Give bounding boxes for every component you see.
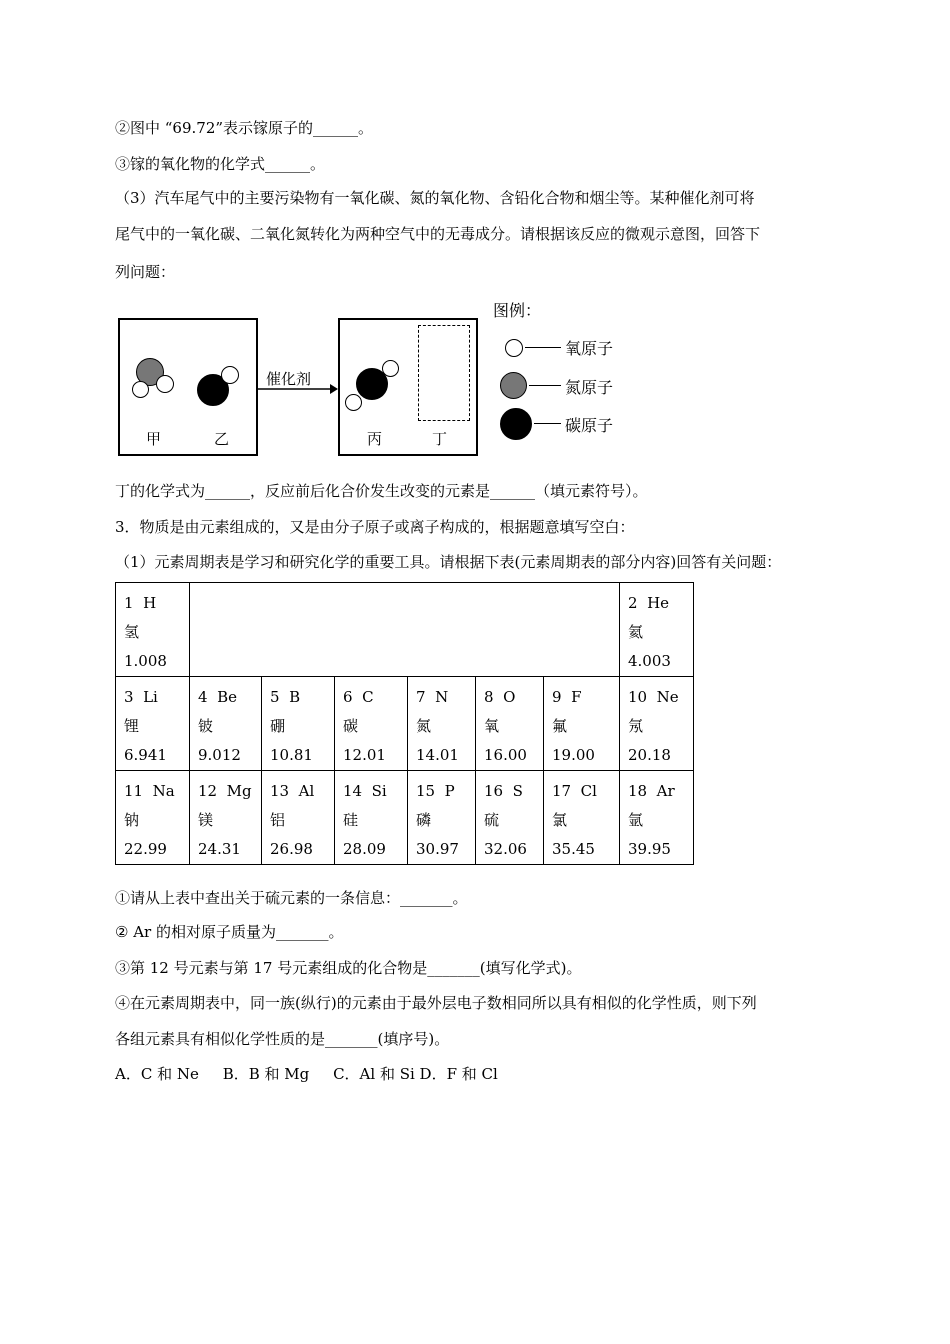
blank-region — [190, 583, 620, 677]
element-name: 硫 — [484, 811, 500, 829]
paragraph-line-2: 尾气中的一氧化碳、二氧化氮转化为两种空气中的无毒成分。请根据该反应的微观示意图，回答下 — [115, 225, 761, 243]
atomic-number: 18 — [628, 782, 648, 800]
legend-nitrogen: 氮原子 — [565, 378, 614, 397]
question-ding-formula: 丁的化学式为______，反应前后化合价发生改变的元素是______（填元素符号）。 — [115, 482, 648, 500]
element-symbol: S — [512, 782, 523, 800]
atomic-mass: 28.09 — [343, 840, 386, 858]
element-cell — [476, 771, 544, 865]
legend-title: 图例： — [493, 301, 542, 320]
atomic-mass: 35.45 — [552, 840, 595, 858]
element-cell — [190, 677, 262, 771]
question-3-1-intro: （1）元素周期表是学习和研究化学的重要工具。请根据下表(元素周期表的部分内容)回答有关问题： — [115, 553, 782, 571]
element-name: 硼 — [270, 717, 286, 735]
atomic-number: 1 — [124, 594, 134, 612]
question-argon-mass: ② Ar 的相对原子质量为_______。 — [115, 923, 344, 941]
oxygen-atom — [382, 360, 399, 377]
atomic-mass: 20.18 — [628, 746, 671, 764]
oxygen-atom — [132, 381, 149, 398]
atomic-number: 12 — [198, 782, 218, 800]
legend-line — [534, 423, 561, 424]
question-gallium-mass: ②图中 “69.72”表示镓原子的______。 — [115, 119, 374, 137]
atomic-number: 10 — [628, 688, 648, 706]
element-name: 氧 — [484, 717, 500, 735]
label-jia: 甲 — [146, 430, 162, 448]
question-sulfur-info: ①请从上表中查出关于硫元素的一条信息：_______。 — [115, 889, 468, 907]
element-name: 锂 — [124, 717, 140, 735]
element-name: 碳 — [343, 717, 359, 735]
element-name: 氩 — [628, 811, 644, 829]
element-symbol: Ar — [656, 782, 675, 800]
catalyst-label: 催化剂 — [266, 370, 312, 388]
label-yi: 乙 — [214, 430, 230, 448]
element-name: 氟 — [552, 717, 568, 735]
atomic-mass: 16.00 — [484, 746, 527, 764]
element-cell — [116, 583, 190, 677]
element-name: 氯 — [552, 811, 568, 829]
element-name: 铍 — [198, 717, 214, 735]
element-cell — [544, 677, 620, 771]
element-name: 氖 — [628, 717, 644, 735]
atomic-number: 5 — [270, 688, 280, 706]
oxygen-legend-icon — [505, 339, 523, 357]
element-cell — [262, 677, 335, 771]
element-name: 铝 — [270, 811, 286, 829]
atomic-number: 4 — [198, 688, 208, 706]
atomic-mass: 4.003 — [628, 652, 671, 670]
element-name: 氢 — [124, 623, 140, 641]
element-symbol: Na — [152, 782, 175, 800]
paragraph-line-1: （3）汽车尾气中的主要污染物有一氧化碳、氮的氧化物、含铅化合物和烟尘等。某种催化剂可将 — [115, 189, 755, 207]
element-cell — [544, 771, 620, 865]
element-symbol: P — [444, 782, 455, 800]
carbon-legend-icon — [500, 408, 532, 440]
atomic-number: 14 — [343, 782, 363, 800]
element-symbol: He — [647, 594, 670, 612]
legend-line — [525, 347, 561, 348]
element-cell — [620, 771, 694, 865]
legend-carbon: 碳原子 — [565, 416, 614, 435]
atomic-mass: 39.95 — [628, 840, 671, 858]
product-box — [338, 318, 478, 456]
atomic-number: 9 — [552, 688, 562, 706]
atomic-number: 2 — [628, 594, 638, 612]
element-symbol: Si — [371, 782, 387, 800]
element-cell — [620, 677, 694, 771]
element-name: 镁 — [198, 811, 214, 829]
element-symbol: Cl — [580, 782, 597, 800]
atomic-mass: 10.81 — [270, 746, 313, 764]
element-symbol: O — [503, 688, 516, 706]
element-symbol: Al — [298, 782, 315, 800]
atomic-number: 3 — [124, 688, 134, 706]
element-cell — [408, 771, 476, 865]
atomic-mass: 9.012 — [198, 746, 241, 764]
element-cell — [190, 771, 262, 865]
atomic-number: 8 — [484, 688, 494, 706]
table-row — [116, 771, 694, 865]
element-name: 氮 — [416, 717, 432, 735]
atomic-number: 17 — [552, 782, 572, 800]
element-cell — [476, 677, 544, 771]
oxygen-atom — [345, 394, 362, 411]
atomic-mass: 24.31 — [198, 840, 241, 858]
atomic-mass: 32.06 — [484, 840, 527, 858]
label-bing: 丙 — [367, 430, 383, 448]
paragraph-line-3: 列问题： — [115, 263, 176, 281]
atomic-mass: 30.97 — [416, 840, 459, 858]
element-name: 磷 — [416, 811, 432, 829]
periodic-table — [115, 582, 694, 865]
table-row — [116, 677, 694, 771]
element-symbol: Mg — [226, 782, 252, 800]
atomic-mass: 19.00 — [552, 746, 595, 764]
question-gallium-oxide: ③镓的氧化物的化学式______。 — [115, 155, 326, 173]
reaction-arrow-icon — [256, 382, 338, 396]
element-cell — [620, 583, 694, 677]
element-symbol: C — [362, 688, 374, 706]
atomic-mass: 14.01 — [416, 746, 459, 764]
atomic-mass: 26.98 — [270, 840, 313, 858]
element-name: 钠 — [124, 811, 140, 829]
atomic-number: 6 — [343, 688, 353, 706]
nitrogen-legend-icon — [500, 372, 527, 399]
element-cell — [262, 771, 335, 865]
label-ding: 丁 — [432, 430, 448, 448]
question-3-intro: 3．物质是由元素组成的，又是由分子原子或离子构成的，根据题意填写空白： — [115, 518, 635, 536]
table-row — [116, 583, 694, 677]
oxygen-atom — [156, 375, 174, 393]
element-name: 氦 — [628, 623, 644, 641]
element-symbol: F — [571, 688, 582, 706]
reactant-box — [118, 318, 258, 456]
element-cell — [335, 677, 408, 771]
question-group-line-2: 各组元素具有相似化学性质的是_______(填序号)。 — [115, 1030, 450, 1048]
element-symbol: H — [143, 594, 157, 612]
atomic-number: 16 — [484, 782, 504, 800]
element-name: 硅 — [343, 811, 359, 829]
unknown-product-area — [418, 325, 470, 421]
legend-oxygen: 氧原子 — [565, 339, 614, 358]
atomic-number: 15 — [416, 782, 436, 800]
atomic-mass: 6.941 — [124, 746, 167, 764]
element-symbol: B — [289, 688, 301, 706]
atomic-mass: 1.008 — [124, 652, 167, 670]
element-symbol: Ne — [656, 688, 679, 706]
element-cell — [335, 771, 408, 865]
atomic-mass: 22.99 — [124, 840, 167, 858]
atomic-mass: 12.01 — [343, 746, 386, 764]
element-symbol: Be — [217, 688, 237, 706]
answer-options: A．C 和 Ne B．B 和 Mg C．Al 和 Si D．F 和 Cl — [115, 1065, 498, 1083]
atomic-number: 7 — [416, 688, 426, 706]
legend-line — [529, 385, 561, 386]
element-symbol: N — [435, 688, 449, 706]
element-cell — [116, 677, 190, 771]
element-symbol: Li — [143, 688, 158, 706]
element-cell — [116, 771, 190, 865]
question-compound: ③第 12 号元素与第 17 号元素组成的化合物是_______(填写化学式)。 — [115, 959, 582, 977]
atomic-number: 11 — [124, 782, 144, 800]
question-group-line-1: ④在元素周期表中，同一族(纵行)的元素由于最外层电子数相同所以具有相似的化学性质，则下列 — [115, 994, 757, 1012]
atomic-number: 13 — [270, 782, 290, 800]
oxygen-atom — [221, 366, 239, 384]
element-cell — [408, 677, 476, 771]
